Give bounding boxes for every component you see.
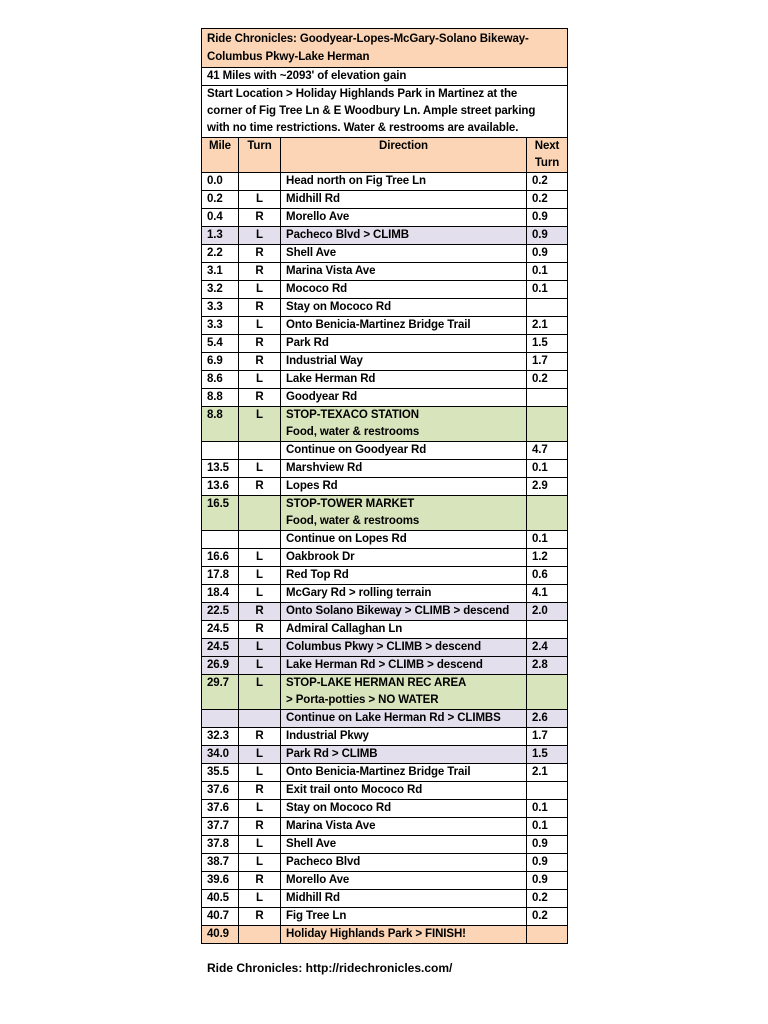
cue-row xyxy=(202,407,568,442)
cue-turn xyxy=(239,926,281,944)
cue-mile: 3.3 xyxy=(202,317,239,335)
cue-row xyxy=(202,389,568,407)
cue-mile: 3.3 xyxy=(202,299,239,317)
direction-line-2: > Porta-potties > NO WATER xyxy=(286,694,439,706)
cue-turn: R xyxy=(239,209,281,227)
cue-mile: 40.7 xyxy=(202,908,239,926)
cue-turn: R xyxy=(239,728,281,746)
cue-next-turn: 0.2 xyxy=(527,890,568,908)
cue-turn xyxy=(239,173,281,191)
cue-row xyxy=(202,836,568,854)
cue-direction: Midhill Rd xyxy=(281,890,527,908)
cue-row xyxy=(202,764,568,782)
cue-turn: L xyxy=(239,371,281,389)
cue-mile: 35.5 xyxy=(202,764,239,782)
cue-turn xyxy=(239,710,281,728)
cue-turn: R xyxy=(239,872,281,890)
cue-direction: Oakbrook Dr xyxy=(281,549,527,567)
cue-direction: Industrial Pkwy xyxy=(281,728,527,746)
cue-direction xyxy=(281,407,527,442)
cue-turn: R xyxy=(239,263,281,281)
cue-mile: 37.6 xyxy=(202,800,239,818)
cue-direction: Shell Ave xyxy=(281,836,527,854)
cue-row xyxy=(202,746,568,764)
cue-next-turn: 2.1 xyxy=(527,317,568,335)
cue-next-turn: 0.9 xyxy=(527,209,568,227)
cue-mile: 16.5 xyxy=(202,496,239,531)
cue-mile: 3.2 xyxy=(202,281,239,299)
cue-next-turn: 0.1 xyxy=(527,263,568,281)
cue-mile: 1.3 xyxy=(202,227,239,245)
cue-turn: L xyxy=(239,675,281,710)
cue-turn: L xyxy=(239,281,281,299)
cue-next-turn: 2.1 xyxy=(527,764,568,782)
cue-row xyxy=(202,800,568,818)
start-line-3: with no time restrictions. Water & restrooms are available. xyxy=(207,122,519,134)
cue-row xyxy=(202,621,568,639)
cue-mile: 17.8 xyxy=(202,567,239,585)
cue-direction: Continue on Goodyear Rd xyxy=(281,442,527,460)
cue-sheet-table xyxy=(201,28,568,944)
cue-mile xyxy=(202,531,239,549)
cue-turn: R xyxy=(239,782,281,800)
cue-turn xyxy=(239,531,281,549)
cue-row xyxy=(202,317,568,335)
header-row xyxy=(202,138,568,173)
cue-direction: Marshview Rd xyxy=(281,460,527,478)
cue-turn: L xyxy=(239,800,281,818)
cue-direction: Morello Ave xyxy=(281,872,527,890)
cue-turn: R xyxy=(239,908,281,926)
cue-mile: 8.6 xyxy=(202,371,239,389)
cue-next-turn: 0.6 xyxy=(527,567,568,585)
cue-mile: 37.6 xyxy=(202,782,239,800)
cue-mile: 13.6 xyxy=(202,478,239,496)
cue-row xyxy=(202,173,568,191)
cue-next-turn xyxy=(527,621,568,639)
cue-mile: 2.2 xyxy=(202,245,239,263)
cue-next-turn: 0.1 xyxy=(527,281,568,299)
cue-mile: 40.5 xyxy=(202,890,239,908)
cue-mile: 22.5 xyxy=(202,603,239,621)
cue-row xyxy=(202,603,568,621)
cue-turn: R xyxy=(239,389,281,407)
cue-next-turn: 0.9 xyxy=(527,872,568,890)
cue-next-turn: 0.2 xyxy=(527,371,568,389)
direction-line-1: STOP-TOWER MARKET xyxy=(286,498,415,510)
cue-turn: L xyxy=(239,317,281,335)
cue-direction: Pacheco Blvd > CLIMB xyxy=(281,227,527,245)
cue-mile: 0.4 xyxy=(202,209,239,227)
cue-direction: McGary Rd > rolling terrain xyxy=(281,585,527,603)
cue-turn: L xyxy=(239,585,281,603)
footer-link-text: Ride Chronicles: http://ridechronicles.com/ xyxy=(207,961,453,975)
cue-row xyxy=(202,549,568,567)
cue-mile: 29.7 xyxy=(202,675,239,710)
cue-direction: Onto Solano Bikeway > CLIMB > descend xyxy=(281,603,527,621)
cue-row xyxy=(202,478,568,496)
header-next-line-1: Next xyxy=(534,140,560,152)
cue-direction: Stay on Mococo Rd xyxy=(281,800,527,818)
cue-mile: 32.3 xyxy=(202,728,239,746)
cue-direction: Marina Vista Ave xyxy=(281,263,527,281)
distance-text: 41 Miles with ~2093' of elevation gain xyxy=(202,68,568,86)
cue-row xyxy=(202,460,568,478)
cue-next-turn: 0.9 xyxy=(527,245,568,263)
cue-row xyxy=(202,442,568,460)
cue-mile: 8.8 xyxy=(202,389,239,407)
title-line-1: Ride Chronicles: Goodyear-Lopes-McGary-Solano Bikeway- xyxy=(207,33,529,45)
header-direction: Direction xyxy=(281,138,527,173)
title-line-2: Columbus Pkwy-Lake Herman xyxy=(207,51,370,63)
cue-direction: Holiday Highlands Park > FINISH! xyxy=(281,926,527,944)
cue-direction: Onto Benicia-Martinez Bridge Trail xyxy=(281,764,527,782)
cue-direction: Lopes Rd xyxy=(281,478,527,496)
cue-mile: 39.6 xyxy=(202,872,239,890)
cue-row xyxy=(202,872,568,890)
cue-direction: Red Top Rd xyxy=(281,567,527,585)
cue-next-turn: 0.2 xyxy=(527,908,568,926)
cue-next-turn: 4.1 xyxy=(527,585,568,603)
cue-mile: 16.6 xyxy=(202,549,239,567)
cue-row xyxy=(202,926,568,944)
start-line-1: Start Location > Holiday Highlands Park in Martinez at the xyxy=(207,88,518,100)
cue-direction xyxy=(281,496,527,531)
cue-direction: Head north on Fig Tree Ln xyxy=(281,173,527,191)
cue-row xyxy=(202,353,568,371)
cue-turn: L xyxy=(239,657,281,675)
cue-row xyxy=(202,496,568,531)
cue-direction: Park Rd > CLIMB xyxy=(281,746,527,764)
cue-next-turn: 2.8 xyxy=(527,657,568,675)
start-location-text xyxy=(202,86,568,138)
start-line-2: corner of Fig Tree Ln & E Woodbury Ln. Ample street parking xyxy=(207,105,536,117)
cue-direction: Mococo Rd xyxy=(281,281,527,299)
cue-sheet-body xyxy=(202,29,568,944)
cue-mile: 6.9 xyxy=(202,353,239,371)
start-location-row xyxy=(202,86,568,138)
cue-mile: 8.8 xyxy=(202,407,239,442)
cue-turn: L xyxy=(239,191,281,209)
cue-mile xyxy=(202,442,239,460)
cue-turn xyxy=(239,442,281,460)
cue-next-turn xyxy=(527,407,568,442)
cue-turn: L xyxy=(239,854,281,872)
cue-mile: 26.9 xyxy=(202,657,239,675)
cue-mile: 37.8 xyxy=(202,836,239,854)
cue-turn: L xyxy=(239,890,281,908)
cue-mile xyxy=(202,710,239,728)
cue-next-turn: 0.1 xyxy=(527,800,568,818)
cue-turn: R xyxy=(239,621,281,639)
cue-next-turn xyxy=(527,926,568,944)
cue-row xyxy=(202,854,568,872)
cue-next-turn: 2.4 xyxy=(527,639,568,657)
cue-row xyxy=(202,531,568,549)
cue-mile: 24.5 xyxy=(202,621,239,639)
cue-mile: 3.1 xyxy=(202,263,239,281)
cue-direction: Lake Herman Rd > CLIMB > descend xyxy=(281,657,527,675)
cue-next-turn: 1.5 xyxy=(527,746,568,764)
cue-row xyxy=(202,281,568,299)
cue-turn: L xyxy=(239,227,281,245)
cue-direction xyxy=(281,675,527,710)
cue-next-turn xyxy=(527,389,568,407)
cue-direction: Stay on Mococo Rd xyxy=(281,299,527,317)
cue-next-turn: 0.9 xyxy=(527,854,568,872)
cue-mile: 13.5 xyxy=(202,460,239,478)
cue-mile: 18.4 xyxy=(202,585,239,603)
cue-direction: Continue on Lopes Rd xyxy=(281,531,527,549)
cue-turn: L xyxy=(239,567,281,585)
cue-next-turn: 1.7 xyxy=(527,728,568,746)
cue-turn: R xyxy=(239,353,281,371)
cue-mile: 0.0 xyxy=(202,173,239,191)
cue-mile: 5.4 xyxy=(202,335,239,353)
cue-direction: Exit trail onto Mococo Rd xyxy=(281,782,527,800)
direction-line-1: STOP-TEXACO STATION xyxy=(286,409,419,421)
cue-next-turn xyxy=(527,496,568,531)
cue-direction: Goodyear Rd xyxy=(281,389,527,407)
cue-direction: Lake Herman Rd xyxy=(281,371,527,389)
cue-next-turn: 0.1 xyxy=(527,818,568,836)
cue-turn: L xyxy=(239,746,281,764)
cue-next-turn: 1.5 xyxy=(527,335,568,353)
cue-next-turn: 0.9 xyxy=(527,836,568,854)
cue-turn: L xyxy=(239,549,281,567)
cue-mile: 0.2 xyxy=(202,191,239,209)
cue-turn: R xyxy=(239,245,281,263)
cue-row xyxy=(202,908,568,926)
cue-turn: L xyxy=(239,639,281,657)
cue-next-turn xyxy=(527,782,568,800)
cue-row xyxy=(202,245,568,263)
cue-direction: Columbus Pkwy > CLIMB > descend xyxy=(281,639,527,657)
cue-turn: L xyxy=(239,460,281,478)
cue-next-turn: 1.2 xyxy=(527,549,568,567)
cue-row xyxy=(202,263,568,281)
cue-turn: R xyxy=(239,603,281,621)
cue-turn: R xyxy=(239,335,281,353)
cue-direction: Fig Tree Ln xyxy=(281,908,527,926)
cue-next-turn: 0.1 xyxy=(527,460,568,478)
cue-next-turn: 2.9 xyxy=(527,478,568,496)
header-turn: Turn xyxy=(239,138,281,173)
cue-next-turn: 0.2 xyxy=(527,191,568,209)
cue-direction: Admiral Callaghan Ln xyxy=(281,621,527,639)
cue-row xyxy=(202,585,568,603)
cue-next-turn: 0.9 xyxy=(527,227,568,245)
cue-row xyxy=(202,782,568,800)
cue-row xyxy=(202,890,568,908)
cue-row xyxy=(202,227,568,245)
cue-direction: Morello Ave xyxy=(281,209,527,227)
cue-direction: Marina Vista Ave xyxy=(281,818,527,836)
cue-next-turn: 2.6 xyxy=(527,710,568,728)
cue-row xyxy=(202,657,568,675)
cue-row xyxy=(202,728,568,746)
cue-row xyxy=(202,567,568,585)
header-next-line-2: Turn xyxy=(534,157,560,169)
cue-mile: 40.9 xyxy=(202,926,239,944)
title-row xyxy=(202,29,568,68)
cue-mile: 24.5 xyxy=(202,639,239,657)
distance-row xyxy=(202,68,568,86)
cue-row xyxy=(202,639,568,657)
direction-line-2: Food, water & restrooms xyxy=(286,426,420,438)
cue-turn: L xyxy=(239,836,281,854)
direction-line-1: STOP-LAKE HERMAN REC AREA xyxy=(286,677,467,689)
cue-row xyxy=(202,675,568,710)
cue-next-turn xyxy=(527,675,568,710)
cue-row xyxy=(202,818,568,836)
header-next-turn xyxy=(527,138,568,173)
cue-turn: R xyxy=(239,818,281,836)
cue-turn: L xyxy=(239,407,281,442)
cue-next-turn: 4.7 xyxy=(527,442,568,460)
cue-direction: Shell Ave xyxy=(281,245,527,263)
cue-turn xyxy=(239,496,281,531)
direction-line-2: Food, water & restrooms xyxy=(286,515,420,527)
cue-next-turn: 1.7 xyxy=(527,353,568,371)
header-mile: Mile xyxy=(202,138,239,173)
cue-next-turn: 2.0 xyxy=(527,603,568,621)
cue-turn: R xyxy=(239,478,281,496)
cue-turn: R xyxy=(239,299,281,317)
cue-row xyxy=(202,710,568,728)
cue-direction: Pacheco Blvd xyxy=(281,854,527,872)
cue-mile: 38.7 xyxy=(202,854,239,872)
cue-mile: 37.7 xyxy=(202,818,239,836)
cue-direction: Onto Benicia-Martinez Bridge Trail xyxy=(281,317,527,335)
cue-next-turn: 0.1 xyxy=(527,531,568,549)
sheet-title xyxy=(202,29,568,68)
cue-row xyxy=(202,209,568,227)
cue-next-turn xyxy=(527,299,568,317)
cue-direction: Midhill Rd xyxy=(281,191,527,209)
cue-turn: L xyxy=(239,764,281,782)
cue-row xyxy=(202,191,568,209)
cue-row xyxy=(202,371,568,389)
cue-row xyxy=(202,335,568,353)
cue-direction: Park Rd xyxy=(281,335,527,353)
cue-row xyxy=(202,299,568,317)
cue-next-turn: 0.2 xyxy=(527,173,568,191)
cue-direction: Continue on Lake Herman Rd > CLIMBS xyxy=(281,710,527,728)
cue-mile: 34.0 xyxy=(202,746,239,764)
cue-direction: Industrial Way xyxy=(281,353,527,371)
